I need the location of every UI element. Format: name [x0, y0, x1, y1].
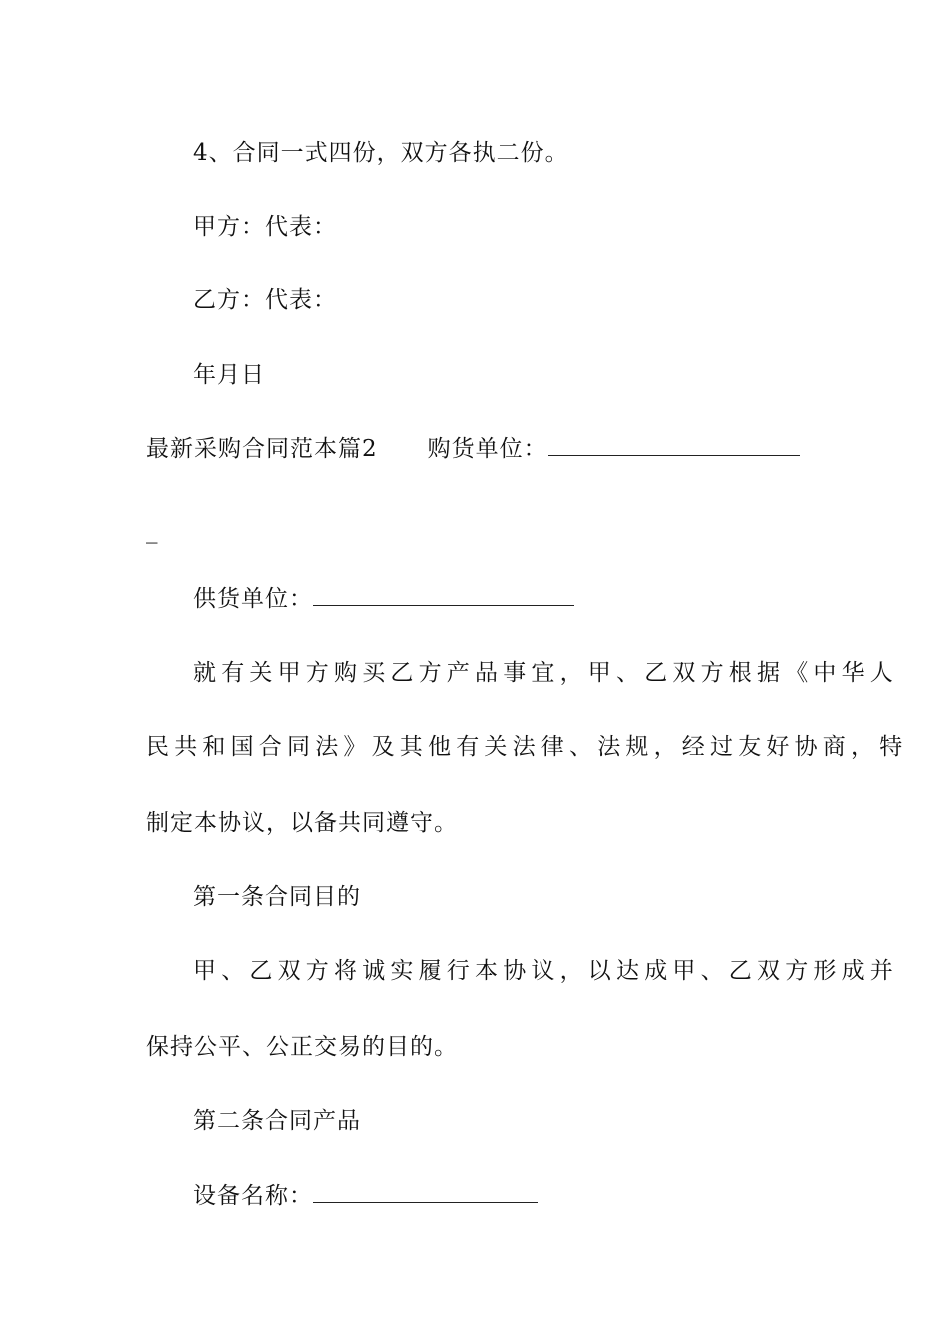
buyer-blank — [548, 435, 800, 456]
party-a-signature-line: 甲方：代表： — [193, 214, 337, 240]
intro-line-2: 民共和国合同法》及其他有关法律、法规，经过友好协商，特 — [146, 734, 908, 760]
intro-line-1: 就有关甲方购买乙方产品事宜，甲、乙双方根据《中华人 — [193, 660, 898, 686]
equipment-blank — [313, 1182, 538, 1203]
clause-4: 4、合同一式四份，双方各执二份。 — [193, 140, 569, 166]
supplier-row — [193, 584, 574, 614]
article-1-line-1: 甲、乙双方将诚实履行本协议，以达成甲、乙双方形成并 — [193, 958, 898, 984]
buyer-label: 购货单位： — [427, 436, 548, 462]
supplier-label: 供货单位： — [193, 586, 313, 612]
article-1-line-2: 保持公平、公正交易的目的。 — [146, 1034, 458, 1060]
intro-line-3: 制定本协议，以备共同遵守。 — [146, 810, 458, 836]
equipment-row — [193, 1181, 538, 1211]
date-line: 年月日 — [193, 362, 265, 388]
overflow-mark: _ — [146, 518, 159, 544]
article-1-title: 第一条合同目的 — [193, 884, 361, 910]
equipment-label: 设备名称： — [193, 1183, 313, 1209]
supplier-blank — [313, 585, 574, 606]
section-heading-row — [146, 434, 800, 464]
party-b-signature-line: 乙方：代表： — [193, 287, 337, 313]
article-2-title: 第二条合同产品 — [193, 1108, 361, 1134]
section-title: 最新采购合同范本篇2 — [146, 436, 378, 462]
